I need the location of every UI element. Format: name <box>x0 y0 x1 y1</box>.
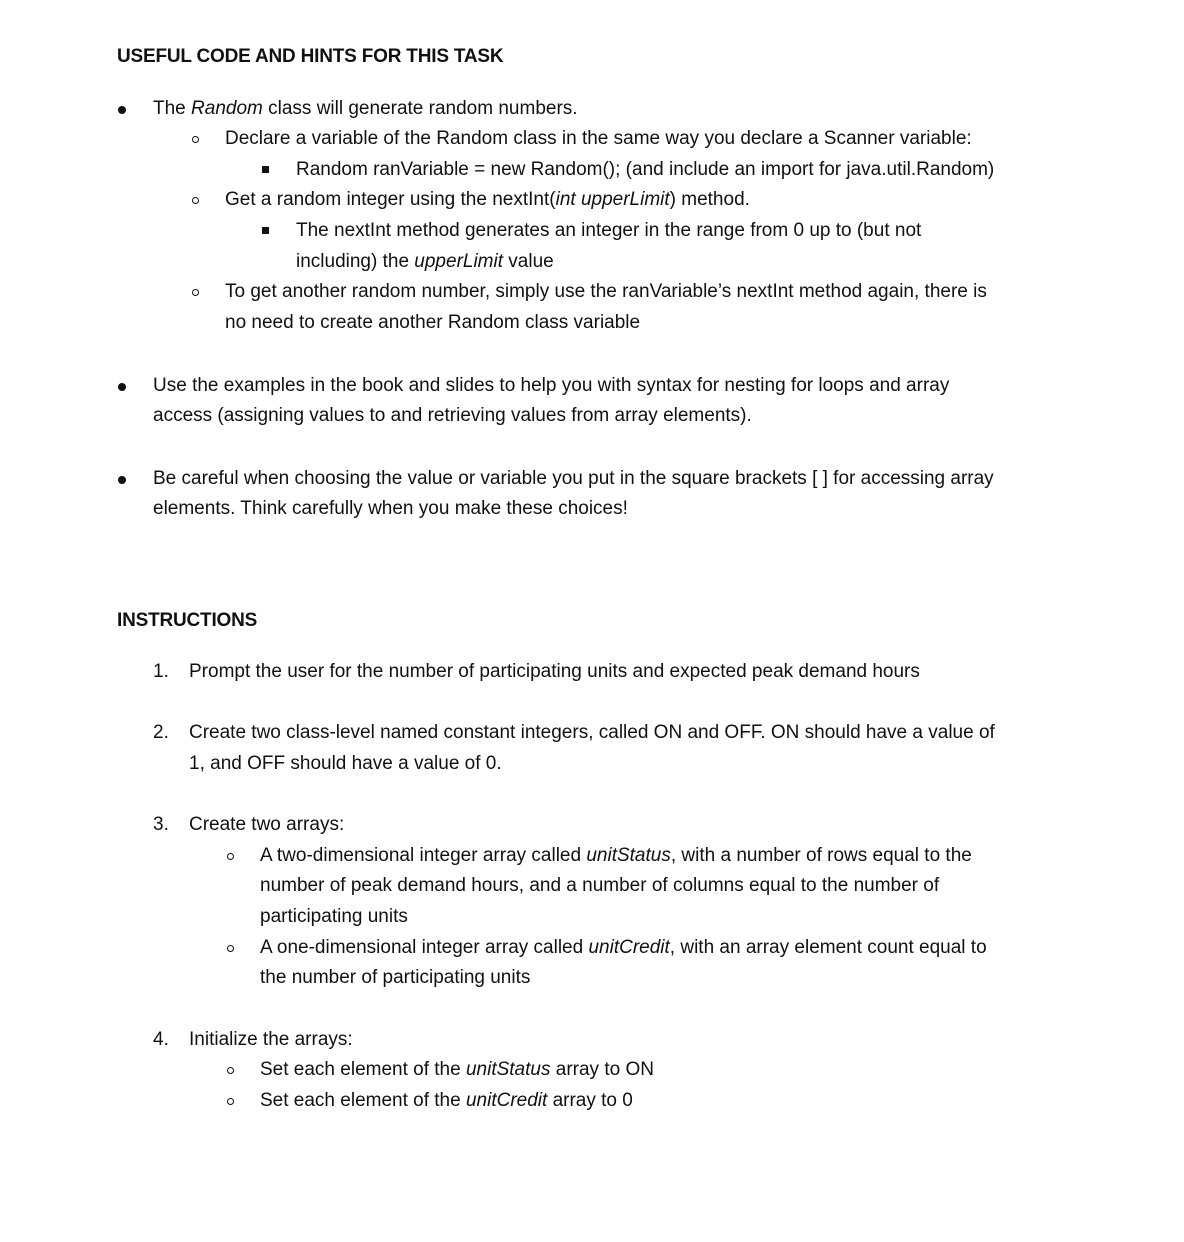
circle-bullet-icon <box>227 1098 234 1105</box>
bullet-icon <box>118 106 126 114</box>
instructions-heading: INSTRUCTIONS <box>117 610 258 631</box>
circle-bullet-icon <box>192 136 199 143</box>
circle-bullet-icon <box>192 197 199 204</box>
step-3b-line1: A one-dimensional integer array called unitCredit, with an array element count equal to <box>260 937 987 958</box>
hint-nextint-method: Get a random integer using the nextInt(int upperLimit) method. <box>225 189 750 210</box>
step-3a-line1: A two-dimensional integer array called unitStatus, with a number of rows equal to the <box>260 845 972 866</box>
step-2-constants-line1: Create two class-level named constant integers, called ON and OFF. ON should have a value of <box>189 722 995 743</box>
step-number: 2. <box>153 722 169 743</box>
square-bullet-icon <box>262 166 269 173</box>
step-3a-line2: number of peak demand hours, and a number of columns equal to the number of <box>260 875 940 896</box>
step-4-initialize: Initialize the arrays: <box>189 1029 353 1050</box>
hint-examples-line2: access (assigning values to and retrieving values from array elements). <box>153 405 752 426</box>
step-3a-line3: participating units <box>260 906 408 927</box>
hint-careful-line2: elements. Think carefully when you make these choices! <box>153 498 628 519</box>
circle-bullet-icon <box>227 853 234 860</box>
hint-random-class: The Random class will generate random numbers. <box>153 98 578 119</box>
step-4b-unitcredit: Set each element of the unitCredit array to 0 <box>260 1090 633 1111</box>
hint-examples-line1: Use the examples in the book and slides to help you with syntax for nesting for loops and array <box>153 375 950 396</box>
step-3b-line2: the number of participating units <box>260 967 531 988</box>
hint-another-random-line1: To get another random number, simply use the ranVariable’s nextInt method again, there is <box>225 281 987 302</box>
step-2-constants-line2: 1, and OFF should have a value of 0. <box>189 753 502 774</box>
bullet-icon <box>118 476 126 484</box>
hint-nextint-range-line2: including) the upperLimit value <box>296 251 554 272</box>
hint-declare-variable: Declare a variable of the Random class in the same way you declare a Scanner variable: <box>225 128 972 149</box>
bullet-icon <box>118 383 126 391</box>
hint-another-random-line2: no need to create another Random class variable <box>225 312 641 333</box>
hint-random-declaration-code: Random ranVariable = new Random(); (and include an import for java.util.Random) <box>296 159 995 180</box>
circle-bullet-icon <box>227 945 234 952</box>
circle-bullet-icon <box>192 289 199 296</box>
step-3-create-arrays: Create two arrays: <box>189 814 345 835</box>
circle-bullet-icon <box>227 1067 234 1074</box>
step-number: 4. <box>153 1029 169 1050</box>
step-number: 3. <box>153 814 169 835</box>
hint-careful-line1: Be careful when choosing the value or variable you put in the square brackets [ ] for accessing array <box>153 468 994 489</box>
square-bullet-icon <box>262 227 269 234</box>
step-number: 1. <box>153 661 169 682</box>
step-4a-unitstatus: Set each element of the unitStatus array to ON <box>260 1059 654 1080</box>
step-1-prompt: Prompt the user for the number of participating units and expected peak demand hours <box>189 661 920 682</box>
hint-nextint-range-line1: The nextInt method generates an integer in the range from 0 up to (but not <box>296 220 922 241</box>
hints-heading: USEFUL CODE AND HINTS FOR THIS TASK <box>117 46 504 67</box>
